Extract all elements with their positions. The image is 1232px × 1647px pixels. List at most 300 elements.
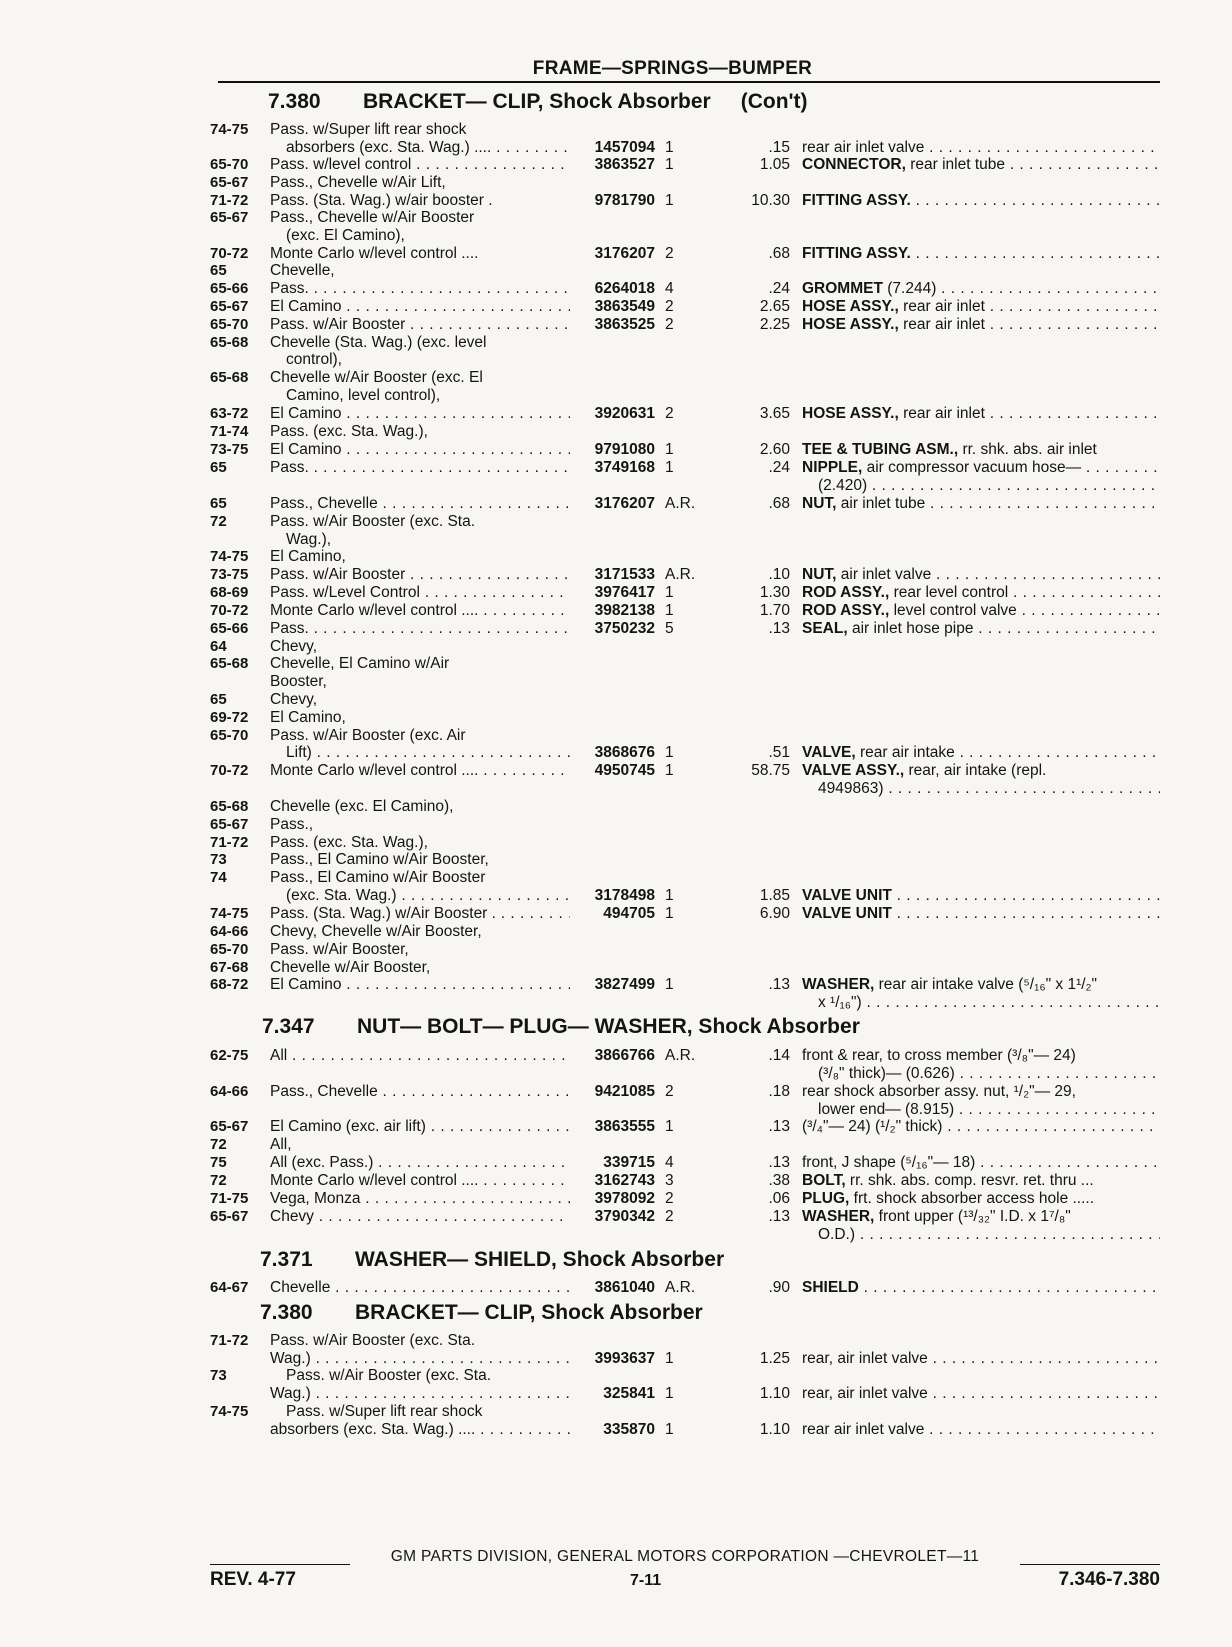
application-description: Booster, xyxy=(270,673,327,690)
application-description: Pass. (exc. Sta. Wag.), xyxy=(270,423,428,440)
part-name xyxy=(802,743,1160,762)
model-years: 70-72 xyxy=(210,762,249,779)
part-name-bold: NIPPLE, xyxy=(802,459,863,476)
part-name-detail: rear air inlet xyxy=(898,298,985,315)
model-years: 73 xyxy=(210,851,227,868)
parts-row xyxy=(210,1064,1160,1083)
parts-row xyxy=(210,1384,1160,1403)
price: 2.60 xyxy=(759,441,790,458)
model-years: 65-68 xyxy=(210,369,249,386)
part-name-bold: NUT, xyxy=(802,566,837,583)
parts-row xyxy=(210,922,1160,941)
part-name-detail: front, J shape (⁵/₁₆"— 18) xyxy=(802,1154,976,1171)
price: .10 xyxy=(768,566,790,583)
quantity: 2 xyxy=(665,245,674,262)
part-name-bold: SEAL, xyxy=(802,620,848,637)
application-description: Pass., El Camino w/Air Booster xyxy=(270,869,486,886)
part-name xyxy=(802,155,1160,174)
parts-row xyxy=(210,458,1160,477)
application-description: Pass. w/Air Booster (exc. Sta. xyxy=(270,513,476,530)
quantity: A.R. xyxy=(665,1047,696,1064)
quantity: 1 xyxy=(665,441,674,458)
model-years: 62-75 xyxy=(210,1047,249,1064)
part-number: 335870 xyxy=(603,1421,655,1438)
quantity: 2 xyxy=(665,405,674,422)
part-number: 3866766 xyxy=(594,1047,655,1064)
model-years: 64-66 xyxy=(210,923,249,940)
part-number: 3790342 xyxy=(594,1208,655,1225)
section-heading xyxy=(262,1015,860,1039)
application-description: Pass., xyxy=(270,816,314,833)
part-name xyxy=(818,779,1160,798)
parts-row xyxy=(210,404,1160,423)
parts-row xyxy=(210,350,1160,369)
part-number: 3750232 xyxy=(594,620,655,637)
part-name-bold: TEE & TUBING ASM., xyxy=(802,441,959,458)
parts-row xyxy=(210,1225,1160,1244)
model-years: 64-67 xyxy=(210,1279,249,1296)
part-number: 3868676 xyxy=(594,744,655,761)
part-number: 3993637 xyxy=(594,1350,655,1367)
quantity: 1 xyxy=(665,139,674,156)
parts-row xyxy=(210,654,1160,673)
parts-row xyxy=(210,155,1160,174)
part-name xyxy=(802,1207,1160,1226)
application-description: All, xyxy=(270,1136,292,1153)
model-years: 72 xyxy=(210,513,227,530)
model-years: 65-67 xyxy=(210,174,249,191)
parts-row xyxy=(210,261,1160,280)
parts-row xyxy=(210,173,1160,192)
parts-row xyxy=(210,1207,1160,1226)
model-years: 69-72 xyxy=(210,709,249,726)
price: .24 xyxy=(768,280,790,297)
model-years: 65-68 xyxy=(210,334,249,351)
quantity: 1 xyxy=(665,459,674,476)
model-years: 71-72 xyxy=(210,1332,249,1349)
application-description: El Camino . . . xyxy=(270,975,570,994)
model-years: 68-72 xyxy=(210,976,249,993)
parts-row xyxy=(210,975,1160,994)
footer-revision: REV. 4-77 xyxy=(210,1569,296,1590)
application-description: Pass., Chevelle . . . xyxy=(270,1082,570,1101)
application-description: Pass. w/Super lift rear shock xyxy=(270,121,467,138)
model-years: 65-67 xyxy=(210,1208,249,1225)
part-name xyxy=(818,1225,1160,1244)
parts-row xyxy=(210,1082,1160,1101)
quantity: 4 xyxy=(665,1154,674,1171)
section-heading xyxy=(268,90,808,114)
part-name-bold: WASHER, xyxy=(802,1208,875,1225)
part-name-detail: rr. shk. abs. air inlet xyxy=(958,441,1097,458)
model-years: 63-72 xyxy=(210,405,249,422)
quantity: 1 xyxy=(665,584,674,601)
model-years: 65-66 xyxy=(210,620,249,637)
part-number: 3863525 xyxy=(594,316,655,333)
section-heading xyxy=(260,1301,703,1325)
part-name-detail: front upper (¹³/₃₂" I.D. x 1⁷/₈" xyxy=(874,1208,1071,1225)
part-name xyxy=(802,440,1160,459)
part-name-bold: HOSE ASSY., xyxy=(802,316,899,333)
quantity: 1 xyxy=(665,1350,674,1367)
parts-row xyxy=(210,1402,1160,1421)
parts-row xyxy=(210,1420,1160,1439)
model-years: 65-70 xyxy=(210,941,249,958)
model-years: 65-70 xyxy=(210,727,249,744)
part-name-detail: x ¹/₁₆") xyxy=(818,994,862,1011)
price: .38 xyxy=(768,1172,790,1189)
application-description: Pass. w/level control . . . xyxy=(270,155,570,174)
part-name xyxy=(818,476,1160,495)
part-name-detail: rear air inlet xyxy=(898,316,985,333)
application-description: Chevy, xyxy=(270,638,318,655)
model-years: 72 xyxy=(210,1136,227,1153)
application-description: Chevelle w/Air Booster (exc. El xyxy=(270,369,483,386)
part-name-detail: air inlet tube xyxy=(836,495,926,512)
part-name-detail: rear shock absorber assy. nut, ¹/₂"— 29, xyxy=(802,1083,1076,1100)
application-description: control), xyxy=(286,351,342,368)
price: 1.10 xyxy=(759,1421,790,1438)
part-name xyxy=(802,565,1160,584)
part-number: 3863527 xyxy=(594,156,655,173)
parts-row xyxy=(210,672,1160,691)
part-name-detail: level control valve xyxy=(889,602,1017,619)
part-name xyxy=(802,886,1160,905)
part-name-detail: (2.420) xyxy=(818,477,868,494)
parts-row xyxy=(210,708,1160,727)
part-name-bold: WASHER, xyxy=(802,976,875,993)
part-name-detail: O.D.) xyxy=(818,1226,856,1243)
part-name-detail: air compressor vacuum hose— xyxy=(862,459,1082,476)
part-name xyxy=(802,601,1160,620)
application-description: Chevelle . . . xyxy=(270,1278,570,1297)
application-description: El Camino . . . xyxy=(270,440,570,459)
part-name-bold: ROD ASSY., xyxy=(802,602,890,619)
part-number: 3176207 xyxy=(594,495,655,512)
part-number: 3171533 xyxy=(594,566,655,583)
part-name-detail: rear air inlet xyxy=(898,405,985,422)
part-name-detail: rear, air inlet valve xyxy=(802,1350,928,1367)
part-name xyxy=(802,1278,1160,1297)
part-name-detail: front & rear, to cross member (³/₈"— 24) xyxy=(802,1047,1076,1064)
model-years: 65-68 xyxy=(210,798,249,815)
part-number: 6264018 xyxy=(594,280,655,297)
part-number: 3863549 xyxy=(594,298,655,315)
price: 2.25 xyxy=(759,316,790,333)
application-description: El Camino . . . xyxy=(270,297,570,316)
application-description: Monte Carlo w/level control .... xyxy=(270,245,479,262)
part-number: 3162743 xyxy=(594,1172,655,1189)
application-description: Chevelle, El Camino w/Air xyxy=(270,655,450,672)
application-description: Chevelle w/Air Booster, xyxy=(270,959,431,976)
parts-row xyxy=(210,583,1160,602)
part-name xyxy=(802,904,1160,923)
price: 1.10 xyxy=(759,1385,790,1402)
part-name xyxy=(802,1153,1160,1172)
parts-row xyxy=(210,815,1160,834)
application-description: El Camino (exc. air lift) . . . xyxy=(270,1117,570,1136)
part-name-bold: HOSE ASSY., xyxy=(802,405,899,422)
parts-row xyxy=(210,208,1160,227)
parts-row xyxy=(210,547,1160,566)
parts-row xyxy=(210,494,1160,513)
quantity: 5 xyxy=(665,620,674,637)
application-description: Pass. w/Air Booster (exc. Sta. xyxy=(286,1367,492,1384)
application-description: Pass. (Sta. Wag.) w/air booster . xyxy=(270,192,493,209)
part-name-bold: PLUG, xyxy=(802,1190,850,1207)
price: .13 xyxy=(768,620,790,637)
model-years: 68-69 xyxy=(210,584,249,601)
price: 2.65 xyxy=(759,298,790,315)
model-years: 67-68 xyxy=(210,959,249,976)
application-description: Pass. w/Level Control . . . xyxy=(270,583,570,602)
quantity: 1 xyxy=(665,192,674,209)
model-years: 72 xyxy=(210,1172,227,1189)
application-description: Chevelle (Sta. Wag.) (exc. level xyxy=(270,334,487,351)
model-years: 65-67 xyxy=(210,298,249,315)
part-name-bold: CONNECTOR, xyxy=(802,156,906,173)
part-name-detail: rear air intake valve (⁵/₁₆" x 1¹/₂" xyxy=(874,976,1098,993)
part-name-bold: VALVE ASSY., xyxy=(802,762,905,779)
application-description: All (exc. Pass.) . . . xyxy=(270,1153,570,1172)
application-description: El Camino, xyxy=(270,709,346,726)
parts-row xyxy=(210,761,1160,780)
part-name xyxy=(818,993,1160,1012)
parts-row xyxy=(210,297,1160,316)
model-years: 74-75 xyxy=(210,1403,249,1420)
part-name xyxy=(802,1189,1160,1208)
quantity: 2 xyxy=(665,1083,674,1100)
parts-row xyxy=(210,797,1160,816)
quantity: 1 xyxy=(665,1118,674,1135)
price: .13 xyxy=(768,1118,790,1135)
parts-row xyxy=(210,1135,1160,1154)
model-years: 71-74 xyxy=(210,423,249,440)
parts-row xyxy=(210,779,1160,798)
application-description: Camino, level control), xyxy=(286,387,441,404)
part-number: 3976417 xyxy=(594,584,655,601)
quantity: 1 xyxy=(665,1385,674,1402)
model-years: 65-67 xyxy=(210,209,249,226)
quantity: 1 xyxy=(665,905,674,922)
part-number: 4950745 xyxy=(594,762,655,779)
parts-row xyxy=(210,1366,1160,1385)
part-name-bold: HOSE ASSY., xyxy=(802,298,899,315)
part-name-bold: NUT, xyxy=(802,495,837,512)
section-title: BRACKET— CLIP, Shock Absorber xyxy=(363,90,711,113)
quantity: A.R. xyxy=(665,566,696,583)
parts-row xyxy=(210,368,1160,387)
part-name-detail: frt. shock absorber access hole ..... xyxy=(849,1190,1095,1207)
part-name xyxy=(802,619,1160,638)
model-years: 74 xyxy=(210,869,227,886)
price: .13 xyxy=(768,976,790,993)
quantity: 4 xyxy=(665,280,674,297)
part-name-detail: rear air intake xyxy=(855,744,955,761)
quantity: 2 xyxy=(665,1190,674,1207)
application-description: Vega, Monza . . . xyxy=(270,1189,570,1208)
model-years: 65-70 xyxy=(210,316,249,333)
part-number: 3920631 xyxy=(594,405,655,422)
section-number: 7.380 xyxy=(268,90,321,113)
price: 1.05 xyxy=(759,156,790,173)
model-years: 65-67 xyxy=(210,816,249,833)
application-description: Chevy . . . xyxy=(270,1207,570,1226)
application-description: Wag.) . . . xyxy=(270,1349,570,1368)
parts-row xyxy=(210,1171,1160,1190)
application-description: Pass. . . . xyxy=(270,279,570,298)
application-description: Pass. w/Air Booster (exc. Air xyxy=(270,727,466,744)
model-years: 74-75 xyxy=(210,905,249,922)
parts-row xyxy=(210,1117,1160,1136)
quantity: 3 xyxy=(665,1172,674,1189)
application-description: Pass. w/Air Booster, xyxy=(270,941,409,958)
parts-row xyxy=(210,940,1160,959)
part-name xyxy=(802,404,1160,423)
model-years: 64 xyxy=(210,638,227,655)
quantity: 2 xyxy=(665,1208,674,1225)
application-description: Chevelle, xyxy=(270,262,335,279)
part-name xyxy=(802,761,1160,780)
application-description: Chevelle (exc. El Camino), xyxy=(270,798,454,815)
application-description: Pass. w/Super lift rear shock xyxy=(286,1403,483,1420)
section-continued: (Con't) xyxy=(740,90,808,113)
application-description: Pass., Chevelle w/Air Booster xyxy=(270,209,475,226)
application-description: Pass. . . . xyxy=(270,619,570,638)
model-years: 74-75 xyxy=(210,121,249,138)
part-name-detail: rear air inlet valve xyxy=(802,1421,925,1438)
quantity: 1 xyxy=(665,1421,674,1438)
price: .18 xyxy=(768,1083,790,1100)
part-name-detail: air inlet valve xyxy=(836,566,932,583)
footer-page-number: 7-11 xyxy=(630,1572,662,1589)
parts-row xyxy=(210,601,1160,620)
quantity: 2 xyxy=(665,316,674,333)
part-number: 3863555 xyxy=(594,1118,655,1135)
part-name xyxy=(802,583,1160,602)
quantity: 1 xyxy=(665,744,674,761)
application-description: Pass. w/Air Booster (exc. Sta. xyxy=(270,1332,476,1349)
model-years: 70-72 xyxy=(210,245,249,262)
quantity: 1 xyxy=(665,976,674,993)
parts-row xyxy=(210,993,1160,1012)
application-description: All . . . xyxy=(270,1046,570,1065)
price: .13 xyxy=(768,1208,790,1225)
application-description: Pass., El Camino w/Air Booster, xyxy=(270,851,489,868)
model-years: 65-66 xyxy=(210,280,249,297)
application-description: Pass. w/Air Booster . . . xyxy=(270,565,570,584)
application-description: Pass., Chevelle . . . xyxy=(270,494,570,513)
parts-row xyxy=(210,1153,1160,1172)
parts-row xyxy=(210,619,1160,638)
parts-row xyxy=(210,904,1160,923)
part-name-detail: lower end— (8.915) xyxy=(818,1101,955,1118)
part-name xyxy=(818,1064,1160,1083)
price: .68 xyxy=(768,495,790,512)
part-name-bold: FITTING ASSY. xyxy=(802,245,911,262)
parts-row xyxy=(210,476,1160,495)
parts-row xyxy=(210,226,1160,245)
section-number: 7.380 xyxy=(260,1301,313,1324)
quantity: 1 xyxy=(665,762,674,779)
footer-section-range: 7.346-7.380 xyxy=(1058,1569,1160,1590)
part-name xyxy=(802,458,1160,477)
price: 58.75 xyxy=(751,762,790,779)
part-name-detail: rear, air inlet valve xyxy=(802,1385,928,1402)
part-name-bold: GROMMET xyxy=(802,280,883,297)
part-name-detail: rear level control xyxy=(889,584,1009,601)
footer-corporation: GM PARTS DIVISION, GENERAL MOTORS CORPORATION —CHEVROLET—11 xyxy=(390,1548,980,1565)
part-name xyxy=(802,279,1160,298)
quantity: A.R. xyxy=(665,1279,696,1296)
part-number: 1457094 xyxy=(594,139,655,156)
part-name-detail: air inlet hose pipe xyxy=(847,620,974,637)
price: 6.90 xyxy=(759,905,790,922)
model-years: 73-75 xyxy=(210,566,249,583)
parts-row xyxy=(210,886,1160,905)
part-number: 3982138 xyxy=(594,602,655,619)
part-name-detail: (7.244) xyxy=(882,280,937,297)
part-name-bold: BOLT, xyxy=(802,1172,846,1189)
part-name xyxy=(802,1117,1160,1136)
part-name-detail: (³/₄"— 24) (¹/₂" thick) xyxy=(802,1118,943,1135)
parts-row xyxy=(210,386,1160,405)
application-description: Pass. w/Air Booster . . . xyxy=(270,315,570,334)
parts-row xyxy=(210,1189,1160,1208)
parts-row xyxy=(210,512,1160,531)
part-name-detail: rear inlet tube xyxy=(905,156,1006,173)
parts-row xyxy=(210,422,1160,441)
application-description: Pass. . . . xyxy=(270,458,570,477)
part-name xyxy=(802,1384,1160,1403)
price: .14 xyxy=(768,1047,790,1064)
application-description: Monte Carlo w/level control .... . . . xyxy=(270,761,570,780)
model-years: 73 xyxy=(210,1367,227,1384)
part-name-detail: rear, air intake (repl. xyxy=(904,762,1047,779)
part-name-bold: FITTING ASSY. xyxy=(802,192,911,209)
part-name-detail: (³/₈" thick)— (0.626) xyxy=(818,1065,955,1082)
price: .06 xyxy=(768,1190,790,1207)
application-description: Pass. (Sta. Wag.) w/Air Booster . . . . xyxy=(270,904,570,923)
parts-row xyxy=(210,850,1160,869)
part-number: 9791080 xyxy=(594,441,655,458)
application-description: absorbers (exc. Sta. Wag.) .... . . . xyxy=(270,1420,570,1439)
part-name xyxy=(802,1046,1160,1065)
part-name-bold: ROD ASSY., xyxy=(802,584,890,601)
parts-row xyxy=(210,315,1160,334)
model-years: 74-75 xyxy=(210,548,249,565)
price: 1.30 xyxy=(759,584,790,601)
price: 1.85 xyxy=(759,887,790,904)
part-number: 339715 xyxy=(603,1154,655,1171)
model-years: 65 xyxy=(210,459,227,476)
quantity: 1 xyxy=(665,602,674,619)
model-years: 71-75 xyxy=(210,1190,249,1207)
section-title: BRACKET— CLIP, Shock Absorber xyxy=(355,1301,703,1324)
application-description: (exc. Sta. Wag.) . . . xyxy=(286,886,570,905)
quantity: 1 xyxy=(665,156,674,173)
part-number: 9781790 xyxy=(594,192,655,209)
part-name-bold: VALVE UNIT xyxy=(802,887,892,904)
price: 10.30 xyxy=(751,192,790,209)
price: .68 xyxy=(768,245,790,262)
price: .24 xyxy=(768,459,790,476)
part-number: 3861040 xyxy=(594,1279,655,1296)
model-years: 71-72 xyxy=(210,192,249,209)
part-name xyxy=(802,975,1160,994)
quantity: 1 xyxy=(665,887,674,904)
page-title: FRAME—SPRINGS—BUMPER xyxy=(532,58,813,79)
